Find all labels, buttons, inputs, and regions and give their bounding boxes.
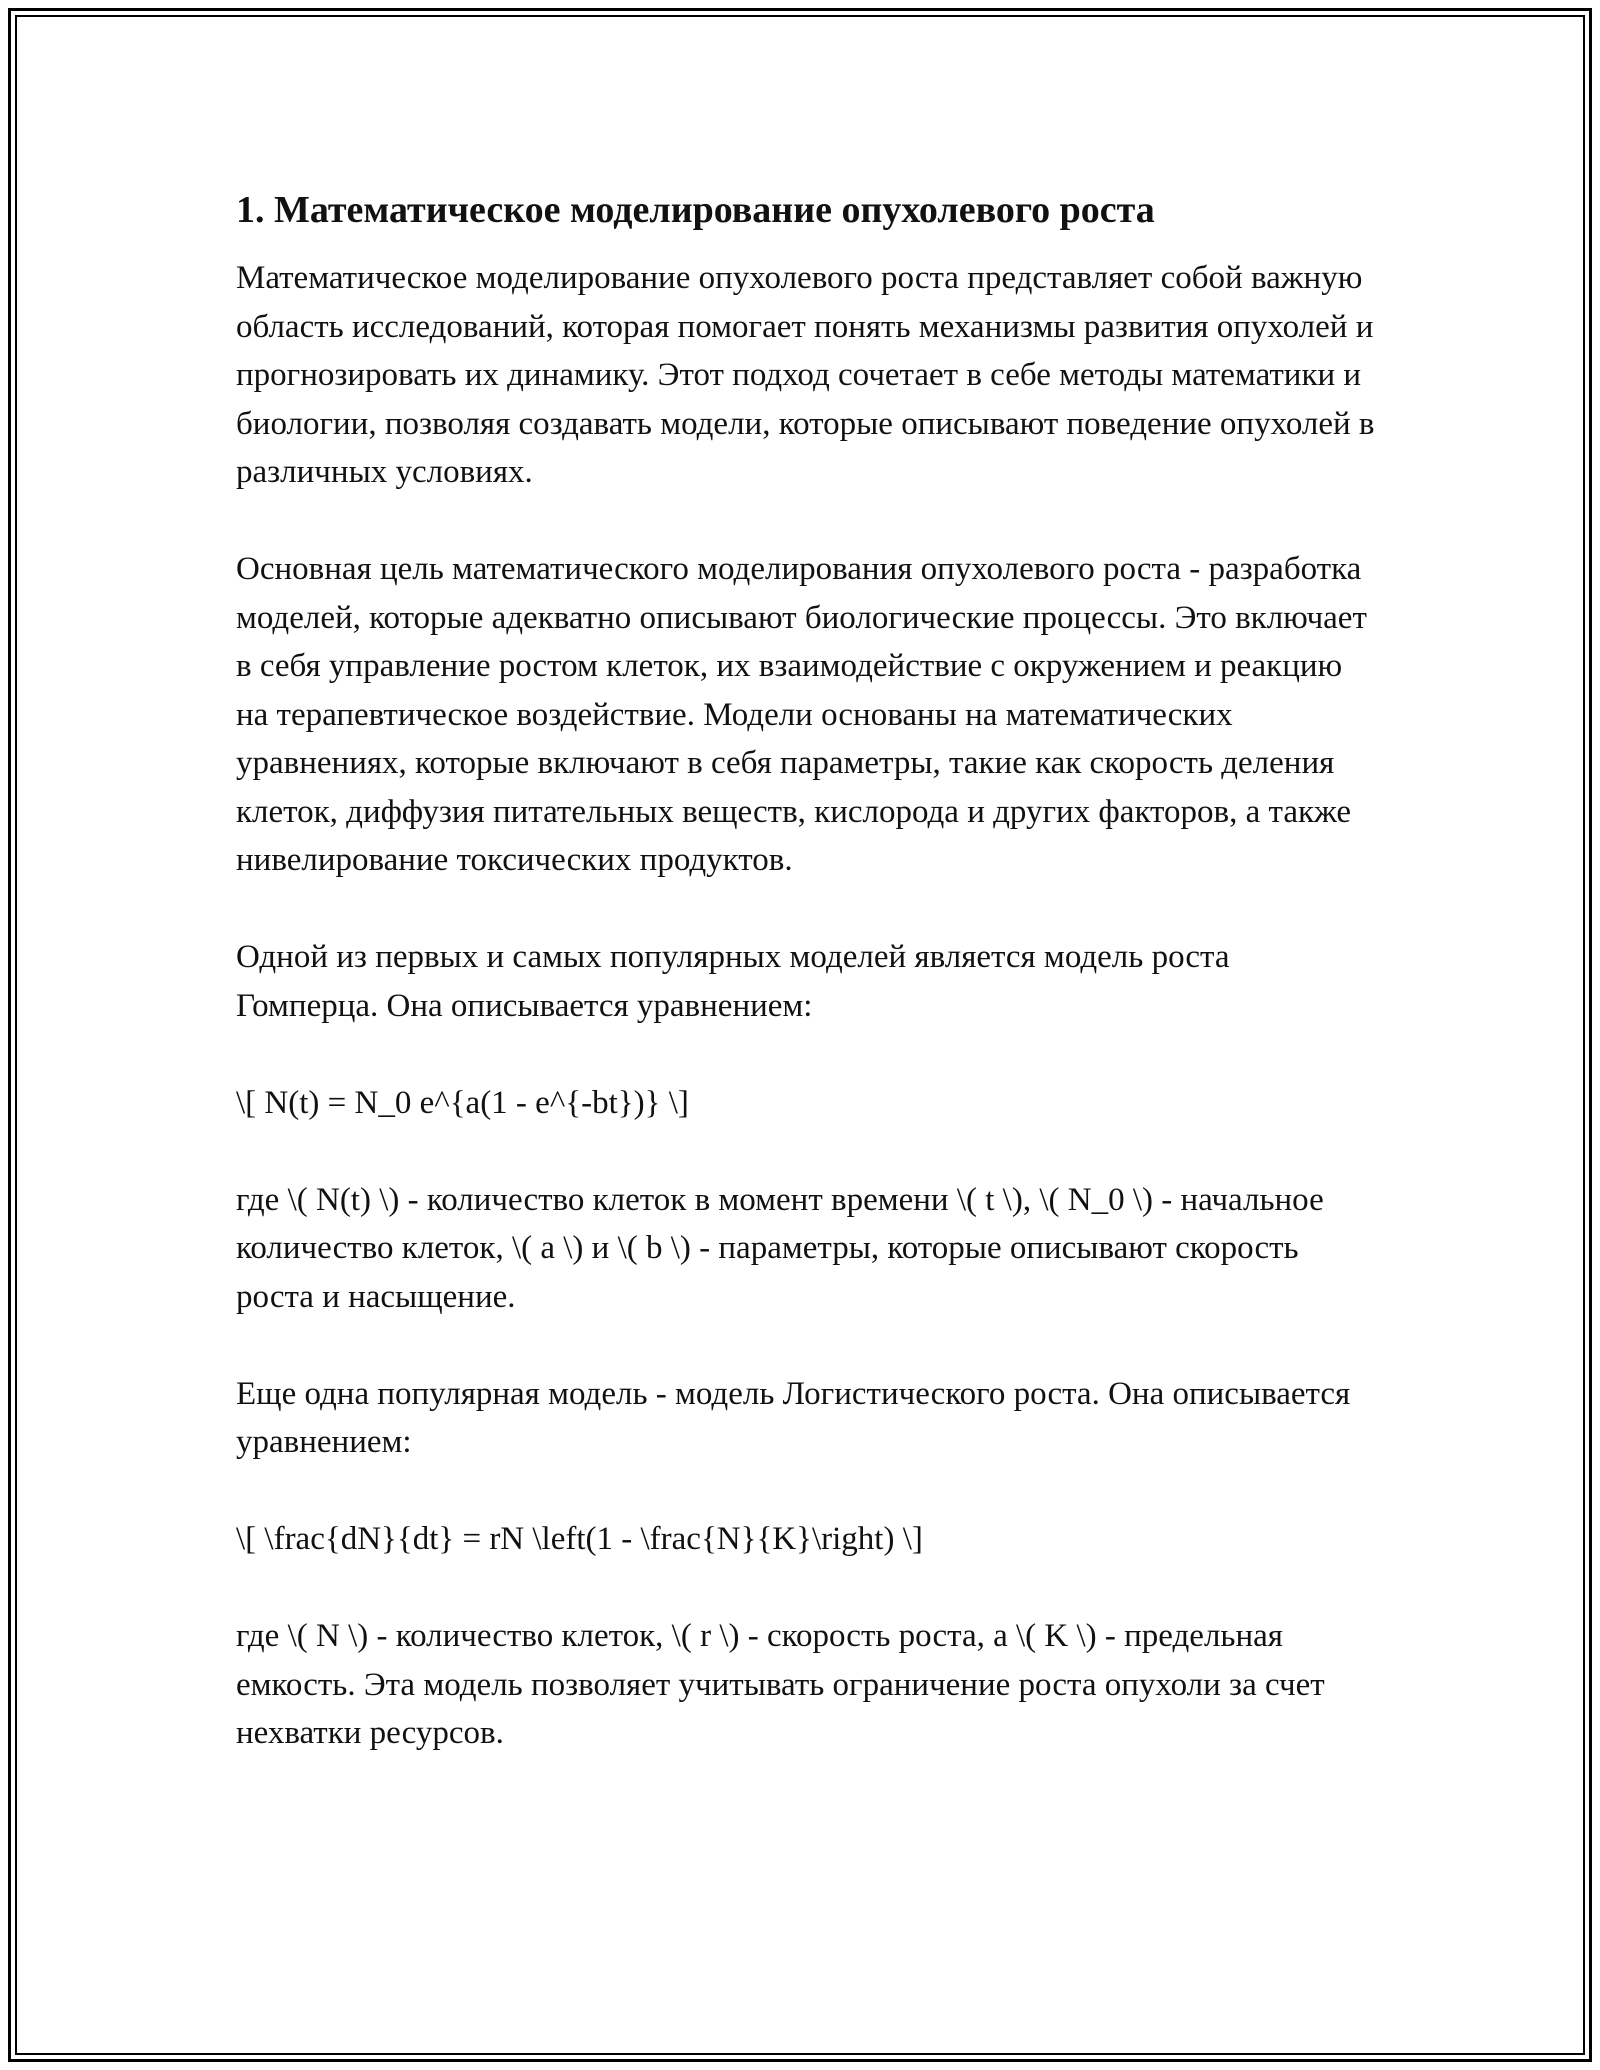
paragraph-logistic-params: где \( N \) - количество клеток, \( r \) - скорость роста, а \( K \) - предельная емкость. Эта модель позволяет учитывать ограничение роста опухоли за счет нехватки ресурсов.: [236, 1618, 1325, 1751]
paragraph-goal: Основная цель математического моделирования опухолевого роста - разработка моделей, которые адекватно описывают биологические процессы. Это включает в себя управление ростом клеток, их взаимодействие с окружением и реакцию на терапевтическое воздействие. Модели основаны на математических уравнениях, которые включают в себя параметры, такие как скорость деления клеток, диффузия питательных веществ, кислорода и других факторов, а также нивелирование токсических продуктов.: [236, 551, 1367, 878]
paragraph-intro: Математическое моделирование опухолевого роста представляет собой важную область исследований, которая помогает понять механизмы развития опухолей и прогнозировать их динамику. Этот подход сочетает в себе методы математики и биологии, позволяя создавать модели, которые описывают поведение опухолей в различных условиях.: [236, 260, 1375, 490]
paragraph-gompertz-intro: Одной из первых и самых популярных моделей является модель роста Гомперца. Она описывается уравнением:: [236, 939, 1230, 1024]
formula-logistic: \[ \frac{dN}{dt} = rN \left(1 - \frac{N}{K}\right) \]: [236, 1521, 923, 1557]
document-body: [236, 186, 1376, 1806]
paragraph-logistic-intro: Еще одна популярная модель - модель Логистического роста. Она описывается уравнением:: [236, 1375, 1351, 1460]
formula-gompertz: \[ N(t) = N_0 e^{a(1 - e^{-bt})} \]: [236, 1084, 689, 1121]
paragraph-gompertz-params: где \( N(t) \) - количество клеток в момент времени \( t \), \( N_0 \) - начальное количество клеток, \( a \) и \( b \) - параметры, которые описывают скорость роста и насыщение.: [236, 1181, 1324, 1315]
section-heading: 1. Математическое моделирование опухолевого роста: [236, 189, 1155, 231]
